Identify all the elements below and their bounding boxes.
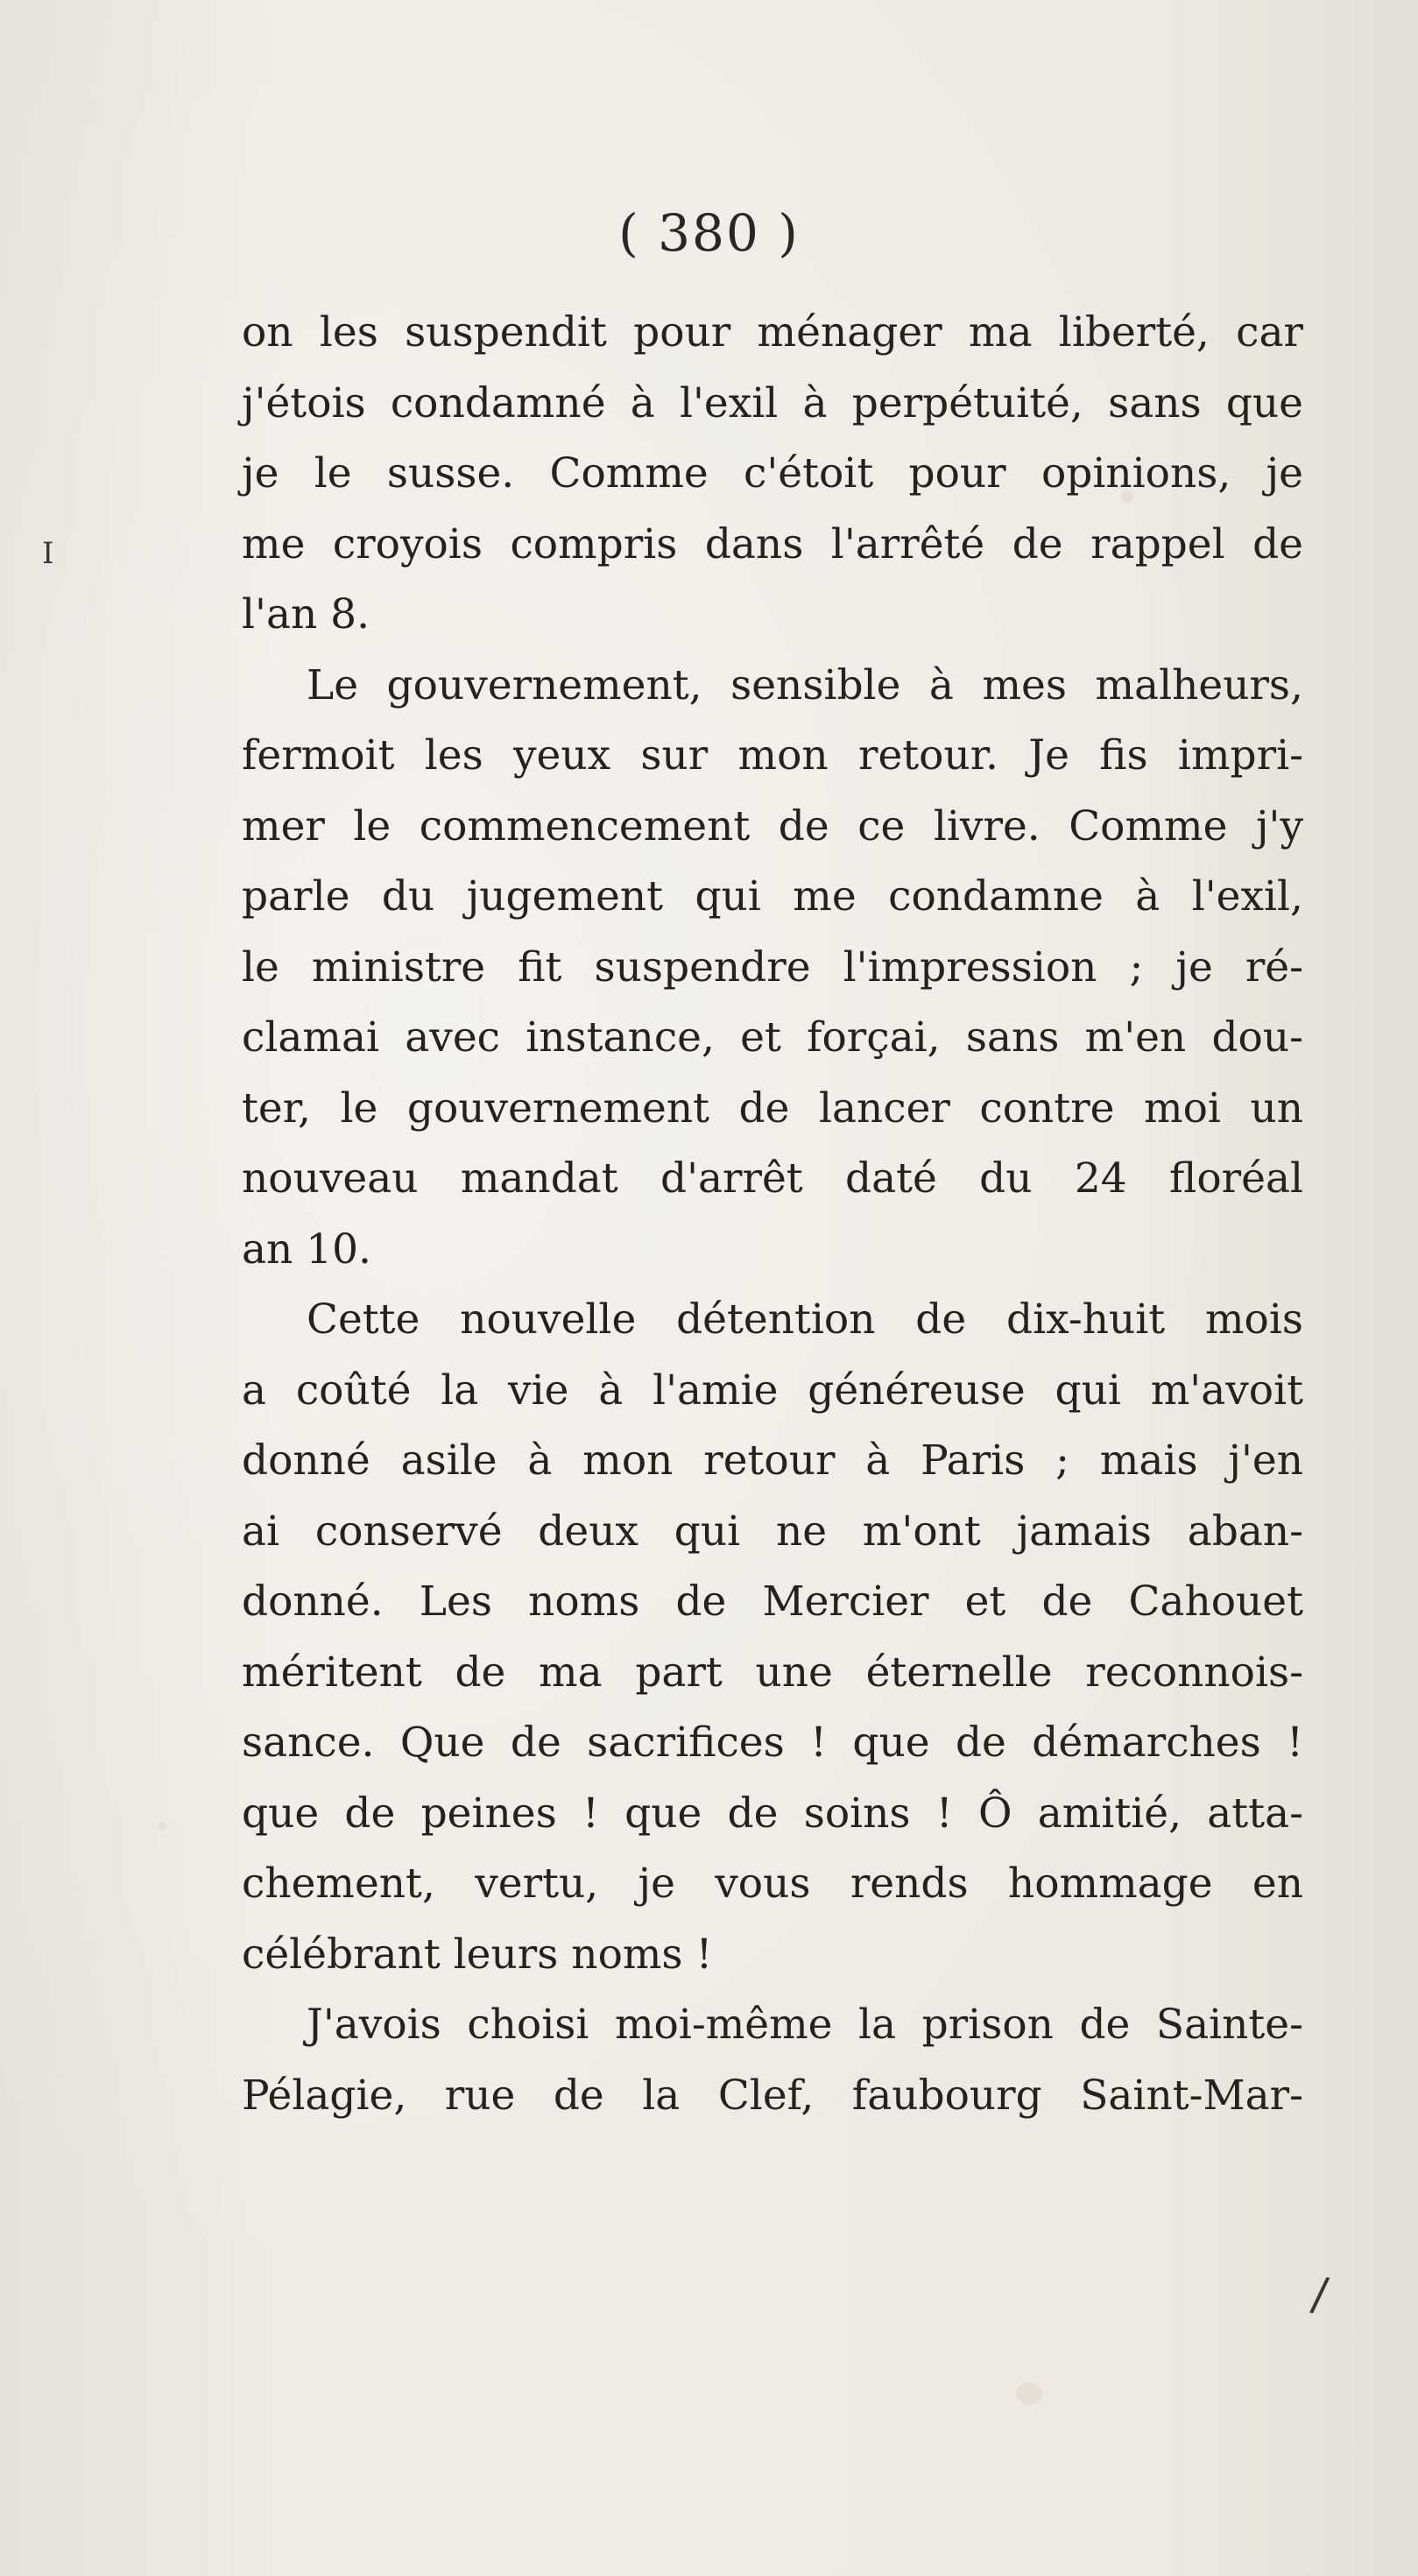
text-line: clamai avec instance, et forçai, sans m'en dou- [242,1013,1303,1062]
text-line: j'étois condamné à l'exil à perpétuité, sans que [242,378,1303,427]
text-line: célébrant leurs noms ! [242,1930,713,1979]
text-line: a coûté la vie à l'amie généreuse qui m'avoit [242,1366,1303,1415]
text-line: ai conservé deux qui ne m'ont jamais aban- [242,1507,1303,1556]
text-line: l'an 8. [242,590,370,639]
paper-stain [1016,2382,1042,2405]
paper-stain [158,1822,166,1831]
text-line: me croyois compris dans l'arrêté de rappel de [242,519,1303,568]
text-line: je le susse. Comme c'étoit pour opinions, je [242,449,1303,498]
text-line: an 10. [242,1224,371,1274]
text-line: méritent de ma part une éternelle reconnois- [242,1648,1303,1697]
margin-mark: I [42,536,54,571]
text-line: parle du jugement qui me condamne à l'exil, [242,872,1303,921]
page-number: ( 380 ) [618,203,800,263]
corner-mark: / [1308,2268,1331,2322]
text-line: donné. Les noms de Mercier et de Cahouet [242,1577,1303,1626]
text-line: le ministre fit suspendre l'impression ; je ré- [242,942,1303,992]
text-line: J'avois choisi moi-même la prison de Sainte- [307,2001,1303,2049]
text-line: on les suspendit pour ménager ma liberté, car [242,308,1303,356]
text-line: Cette nouvelle détention de dix-huit mois [307,1295,1303,1344]
text-line: Le gouvernement, sensible à mes malheurs, [307,660,1303,709]
text-line: Pélagie, rue de la Clef, faubourg Saint-Mar- [242,2071,1303,2120]
text-line: ter, le gouvernement de lancer contre moi un [242,1083,1303,1133]
text-line: sance. Que de sacrifices ! que de démarches ! [242,1719,1303,1767]
text-line: nouveau mandat d'arrêt daté du 24 floréal [242,1154,1303,1203]
text-line: que de peines ! que de soins ! Ô amitié, atta- [242,1789,1303,1838]
text-line: fermoit les yeux sur mon retour. Je fis impri- [242,731,1303,780]
body-text [242,298,1303,2131]
text-line: donné asile à mon retour à Paris ; mais j'en [242,1436,1303,1485]
text-line: mer le commencement de ce livre. Comme j'y [242,801,1303,850]
text-line: chement, vertu, je vous rends hommage en [242,1860,1303,1908]
